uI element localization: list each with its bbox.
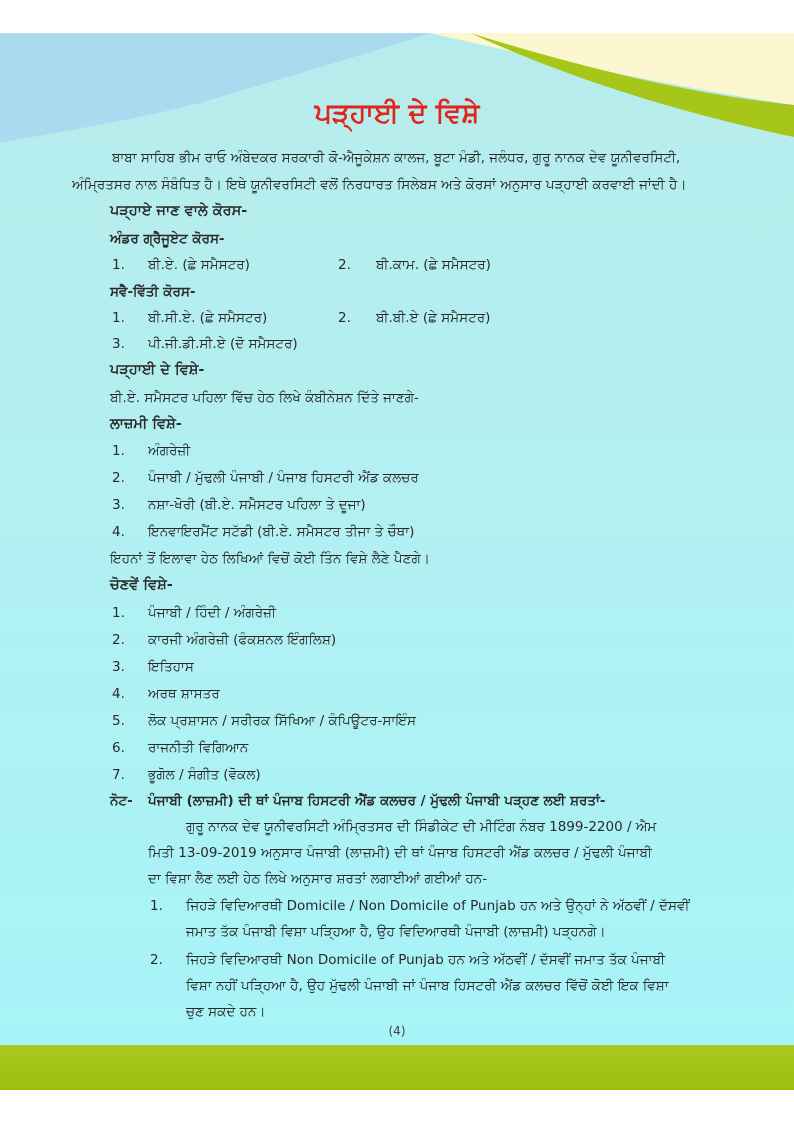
elective-item-1-number: 1. — [112, 605, 125, 621]
ug-heading: ਅੰਡਰ ਗ੍ਰੈਜੂਏਟ ਕੋਰਸ- — [110, 231, 225, 247]
elective-item-3: ਇਤਿਹਾਸ — [148, 659, 194, 675]
note-item-2-line-2: ਵਿਸ਼ਾ ਨਹੀਂ ਪੜ੍ਹਿਆ ਹੈ, ਉਹ ਮੁੱਢਲੀ ਪੰਜਾਬੀ ਜਾਂ ਪੰਜਾਬ ਹਿਸਟਰੀ ਐਂਡ ਕਲਚਰ ਵਿੱਚੋਂ ਕੋਈ ਇਕ ਵਿਸ਼ਾ — [186, 978, 669, 994]
compulsory-item-2: ਪੰਜਾਬੀ / ਮੁੱਢਲੀ ਪੰਜਾਬੀ / ਪੰਜਾਬ ਹਿਸਟਰੀ ਐਂਡ ਕਲਚਰ — [148, 470, 419, 486]
elective-item-7: ਭੂਗੋਲ / ਸੰਗੀਤ (ਵੋਕਲ) — [148, 767, 261, 783]
compulsory-item-1: ਅੰਗਰੇਜ਼ੀ — [148, 443, 191, 459]
ug-item-1: ਬੀ.ਏ. (ਛੇ ਸਮੈਸਟਰ) — [148, 257, 250, 273]
note-para-line-3: ਦਾ ਵਿਸ਼ਾ ਲੈਣ ਲਈ ਹੇਠ ਲਿਖੇ ਅਨੁਸਾਰ ਸ਼ਰਤਾਂ ਲਗਾਈਆਂ ਗਈਆਂ ਹਨ- — [148, 871, 488, 887]
elective-intro: ਇਹਨਾਂ ਤੋਂ ਇਲਾਵਾ ਹੇਠ ਲਿਖਿਆਂ ਵਿਚੋਂ ਕੋਈ ਤਿੰਨ ਵਿਸ਼ੇ ਲੈਣੇ ਪੈਣਗੇ। — [110, 551, 430, 567]
cream-swoosh — [430, 33, 794, 105]
compulsory-item-2-number: 2. — [112, 470, 125, 486]
subjects-intro: ਬੀ.ਏ. ਸਮੈਸਟਰ ਪਹਿਲਾ ਵਿੱਚ ਹੇਠ ਲਿਖੇ ਕੰਬੀਨੇਸ਼ਨ ਦਿੱਤੇ ਜਾਣਗੇ- — [110, 390, 419, 406]
note-item-2-line-1: ਜਿਹੜੇ ਵਿਦਿਆਰਥੀ Non Domicile of Punjab ਹਨ ਅਤੇ ਅੱਠਵੀਂ / ਦੱਸਵੀਂ ਜਮਾਤ ਤੱਕ ਪੰਜਾਬੀ — [186, 952, 666, 968]
subjects-heading: ਪੜ੍ਹਾਈ ਦੇ ਵਿਸ਼ੇ- — [110, 362, 205, 378]
sf-item-1: ਬੀ.ਸੀ.ਏ. (ਛੇ ਸਮੈਸਟਰ) — [148, 310, 268, 326]
note-item-1-line-2: ਜਮਾਤ ਤੱਕ ਪੰਜਾਬੀ ਵਿਸ਼ਾ ਪੜ੍ਹਿਆ ਹੈ, ਉਹ ਵਿਦਿਆਰਥੀ ਪੰਜਾਬੀ (ਲਾਜ਼ਮੀ) ਪੜ੍ਹਨਗੇ। — [186, 924, 606, 940]
courses-heading: ਪੜ੍ਹਾਏ ਜਾਣ ਵਾਲੇ ਕੋਰਸ- — [110, 203, 248, 219]
sf-item-2-number: 2. — [338, 310, 351, 326]
ug-item-2: ਬੀ.ਕਾਮ. (ਛੇ ਸਮੈਸਟਰ) — [376, 257, 491, 273]
note-item-1-line-1: ਜਿਹੜੇ ਵਿਦਿਆਰਥੀ Domicile / Non Domicile of Punjab ਹਨ ਅਤੇ ਉਨ੍ਹਾਂ ਨੇ ਅੱਠਵੀਂ / ਦੱਸਵੀਂ — [186, 898, 690, 914]
note-item-2-number: 2. — [150, 952, 163, 968]
elective-item-7-number: 7. — [112, 767, 125, 783]
elective-item-5-number: 5. — [112, 713, 125, 729]
elective-item-4-number: 4. — [112, 686, 125, 702]
ug-item-2-number: 2. — [338, 257, 351, 273]
elective-item-6-number: 6. — [112, 740, 125, 756]
compulsory-item-3: ਨਸ਼ਾ-ਖੋਰੀ (ਬੀ.ਏ. ਸਮੈਸਟਰ ਪਹਿਲਾ ਤੇ ਦੂਜਾ) — [148, 497, 366, 513]
sf-heading: ਸਵੈ-ਵਿੱਤੀ ਕੋਰਸ- — [110, 284, 196, 300]
elective-item-6: ਰਾਜਨੀਤੀ ਵਿਗਿਆਨ — [148, 740, 249, 756]
elective-item-4: ਅਰਥ ਸ਼ਾਸਤਰ — [148, 686, 220, 702]
elective-item-2-number: 2. — [112, 632, 125, 648]
elective-item-5: ਲੋਕ ਪ੍ਰਸ਼ਾਸਨ / ਸਰੀਰਕ ਸਿੱਖਿਆ / ਕੰਪਿਊਟਰ-ਸਾਇੰਸ — [148, 713, 416, 729]
compulsory-item-4-number: 4. — [112, 524, 125, 540]
sf-item-2: ਬੀ.ਬੀ.ਏ (ਛੇ ਸਮੈਸਟਰ) — [376, 310, 491, 326]
elective-item-3-number: 3. — [112, 659, 125, 675]
note-item-2-line-3: ਚੁਣ ਸਕਦੇ ਹਨ। — [186, 1004, 266, 1020]
header-swoosh-graphic — [0, 33, 794, 153]
sf-item-1-number: 1. — [112, 310, 125, 326]
note-item-1-number: 1. — [150, 898, 163, 914]
note-label: ਨੋਟ- — [110, 793, 133, 809]
sf-item-3: ਪੀ.ਜੀ.ਡੀ.ਸੀ.ਏ (ਦੋ ਸਮੈਸਟਰ) — [148, 336, 298, 352]
note-heading: ਪੰਜਾਬੀ (ਲਾਜ਼ਮੀ) ਦੀ ਥਾਂ ਪੰਜਾਬ ਹਿਸਟਰੀ ਐਂਡ ਕਲਚਰ / ਮੁੱਢਲੀ ਪੰਜਾਬੀ ਪੜ੍ਹਣ ਲਈ ਸ਼ਰਤਾਂ- — [148, 793, 606, 809]
page-title: ਪੜ੍ਹਾਈ ਦੇ ਵਿਸ਼ੇ — [314, 98, 480, 129]
note-para-line-1: ਗੁਰੂ ਨਾਨਕ ਦੇਵ ਯੂਨੀਵਰਸਿਟੀ ਅੰਮ੍ਰਿਤਸਰ ਦੀ ਸਿੰਡੀਕੇਟ ਦੀ ਮੀਟਿੰਗ ਨੰਬਰ 1899-2200 / ਐਮ — [186, 819, 657, 835]
intro-line-1: ਬਾਬਾ ਸਾਹਿਬ ਭੀਮ ਰਾਓ ਅੰਬੇਦਕਰ ਸਰਕਾਰੀ ਕੋ-ਐਜੂਕੇਸ਼ਨ ਕਾਲਜ, ਬੂਟਾ ਮੰਡੀ, ਜਲੰਧਰ, ਗੁਰੂ ਨਾਨਕ ਦੇਵ ਯੂਨੀਵਰਸਿਟੀ, — [112, 150, 681, 166]
compulsory-item-1-number: 1. — [112, 443, 125, 459]
sf-item-3-number: 3. — [112, 336, 125, 352]
ug-item-1-number: 1. — [112, 257, 125, 273]
page-number: (4) — [388, 1024, 406, 1038]
elective-item-1: ਪੰਜਾਬੀ / ਹਿੰਦੀ / ਅੰਗਰੇਜ਼ੀ — [148, 605, 277, 621]
note-para-line-2: ਮਿਤੀ 13-09-2019 ਅਨੁਸਾਰ ਪੰਜਾਬੀ (ਲਾਜ਼ਮੀ) ਦੀ ਥਾਂ ਪੰਜਾਬ ਹਿਸਟਰੀ ਐਂਡ ਕਲਚਰ / ਮੁੱਢਲੀ ਪੰਜਾਬੀ — [148, 845, 652, 861]
footer-band — [0, 1045, 794, 1090]
intro-line-2: ਅੰਮ੍ਰਿਤਸਰ ਨਾਲ ਸੰਬੰਧਿਤ ਹੈ। ਇਥੇ ਯੂਨੀਵਰਸਿਟੀ ਵਲੋਂ ਨਿਰਧਾਰਤ ਸਿਲੇਬਸ ਅਤੇ ਕੋਰਸਾਂ ਅਨੁਸਾਰ ਪੜ੍ਹਾਈ ਕਰਵਾਈ ਜਾਂਦੀ ਹੈ। — [72, 177, 687, 193]
compulsory-heading: ਲਾਜ਼ਮੀ ਵਿਸ਼ੇ- — [110, 416, 182, 432]
compulsory-item-3-number: 3. — [112, 497, 125, 513]
compulsory-item-4: ਇਨਵਾਇਰਮੈਂਟ ਸਟੱਡੀ (ਬੀ.ਏ. ਸਮੈਸਟਰ ਤੀਜਾ ਤੇ ਚੌਥਾ) — [148, 524, 415, 540]
elective-item-2: ਕਾਰਜੀ ਅੰਗਰੇਜ਼ੀ (ਫੰਕਸ਼ਨਲ ਇੰਗਲਿਸ਼) — [148, 632, 337, 648]
elective-heading: ਚੋਣਵੇਂ ਵਿਸ਼ੇ- — [110, 577, 173, 593]
